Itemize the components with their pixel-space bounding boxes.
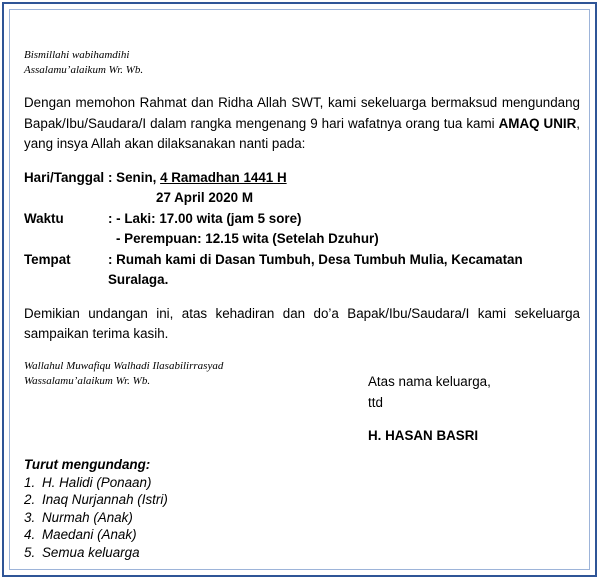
event-details bbox=[24, 168, 580, 291]
intro-text-end: , yang insya Allah akan dilaksanakan nanti pada: bbox=[24, 115, 580, 151]
list-item-text: H. Halidi (Ponaan) bbox=[42, 474, 152, 490]
list-item-number: 3. bbox=[24, 509, 36, 525]
opening-line-2: Assalamu’alaikum Wr. Wb. bbox=[24, 64, 144, 76]
list-item-number: 1. bbox=[24, 474, 36, 490]
date-masehi: 27 April 2020 M bbox=[156, 190, 254, 205]
list-item bbox=[24, 526, 168, 544]
co-inviters bbox=[24, 456, 168, 562]
date-label: Hari/Tanggal bbox=[24, 169, 105, 185]
deceased-name: AMAQ UNIR bbox=[498, 115, 577, 131]
time-women: - Perempuan: 12.15 wita (Setelah Dzuhur) bbox=[116, 231, 379, 246]
list-item-text: Semua keluarga bbox=[42, 544, 140, 560]
place-label: Tempat bbox=[24, 251, 71, 267]
salutation-line-1: Wallahul Muwafiqu Walhadi Ilasabilirrasyad bbox=[24, 359, 224, 372]
date-value bbox=[108, 168, 287, 189]
list-item-number: 4. bbox=[24, 527, 36, 543]
signer-name: H. HASAN BASRI bbox=[368, 428, 479, 443]
intro-text: Dengan memohon Rahmat dan Ridha Allah SWT, kami sekeluarga bermaksud mengundang Bapak/Ibu/Saudara/I dalam rangka mengenang 9 hari wafatnya orang tua kami bbox=[24, 95, 580, 131]
opening-greeting bbox=[24, 48, 580, 78]
list-item bbox=[24, 474, 168, 492]
closing-salutations bbox=[24, 359, 580, 389]
time-men: : - Laki: 17.00 wita (jam 5 sore) bbox=[108, 210, 302, 226]
list-item bbox=[24, 491, 168, 509]
time-row bbox=[24, 209, 580, 230]
list-item-text: Nurmah (Anak) bbox=[42, 509, 133, 525]
opening-line-1: Bismillahi wabihamdihi bbox=[24, 49, 130, 61]
salutation-line-2: Wassalamu’alaikum Wr. Wb. bbox=[24, 374, 151, 387]
list-item-number: 5. bbox=[24, 544, 36, 560]
time-label: Waktu bbox=[24, 210, 64, 226]
list-item-text: Maedani (Anak) bbox=[42, 527, 137, 543]
signature-block bbox=[368, 371, 491, 446]
on-behalf-text: Atas nama keluarga, bbox=[368, 374, 491, 389]
list-item bbox=[24, 544, 168, 562]
date-row bbox=[24, 168, 580, 189]
list-item-number: 2. bbox=[24, 492, 36, 508]
invitation-letter bbox=[24, 48, 580, 560]
place-value: : Rumah kami di Dasan Tumbuh, Desa Tumbuh Mulia, Kecamatan Suralaga. bbox=[108, 251, 523, 287]
date-hijri: 4 Ramadhan 1441 H bbox=[160, 169, 287, 185]
list-item bbox=[24, 509, 168, 527]
place-row bbox=[24, 250, 580, 291]
intro-paragraph bbox=[24, 93, 580, 155]
list-item-text: Inaq Nurjannah (Istri) bbox=[42, 492, 168, 508]
co-inviters-heading: Turut mengundang: bbox=[24, 457, 151, 472]
closing-paragraph: Demikian undangan ini, atas kehadiran dan do’a Bapak/Ibu/Saudara/I kami sekeluarga sampaikan terima kasih. bbox=[24, 305, 580, 341]
date-day: : Senin, bbox=[108, 169, 161, 185]
signature-ttd: ttd bbox=[368, 395, 383, 410]
